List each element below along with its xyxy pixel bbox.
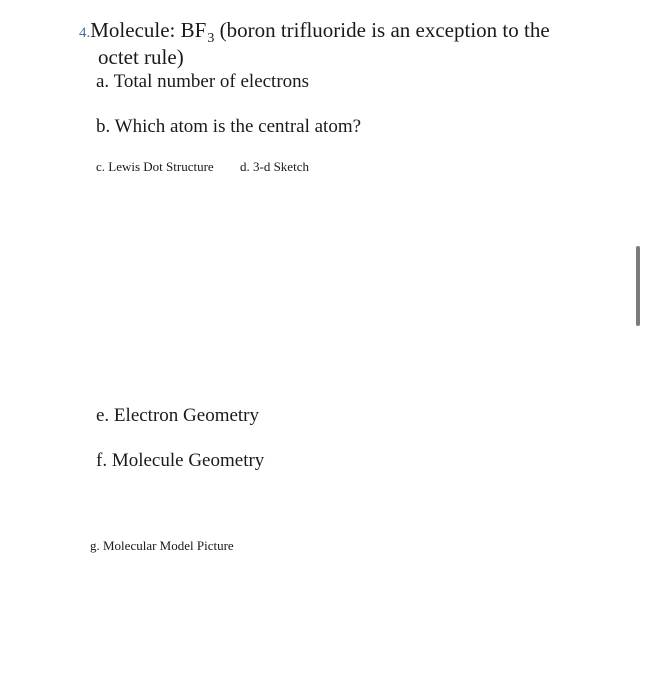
scrollbar[interactable] (636, 246, 640, 326)
part-c: c. Lewis Dot Structure (96, 159, 214, 174)
question-title (79, 18, 550, 46)
part-g: g. Molecular Model Picture (90, 538, 234, 553)
part-b: b. Which atom is the central atom? (96, 116, 362, 137)
question-number: 4. (79, 25, 91, 41)
title-suffix: (boron trifluoride is an exception to the (214, 18, 550, 42)
title-subscript: 3 (207, 31, 215, 46)
part-f: f. Molecule Geometry (96, 450, 265, 471)
part-e: e. Electron Geometry (96, 405, 260, 426)
question-title-line2: octet rule) (98, 45, 184, 69)
part-d: d. 3-d Sketch (240, 159, 309, 174)
part-a: a. Total number of electrons (96, 71, 310, 92)
title-prefix: Molecule: BF (90, 18, 207, 42)
